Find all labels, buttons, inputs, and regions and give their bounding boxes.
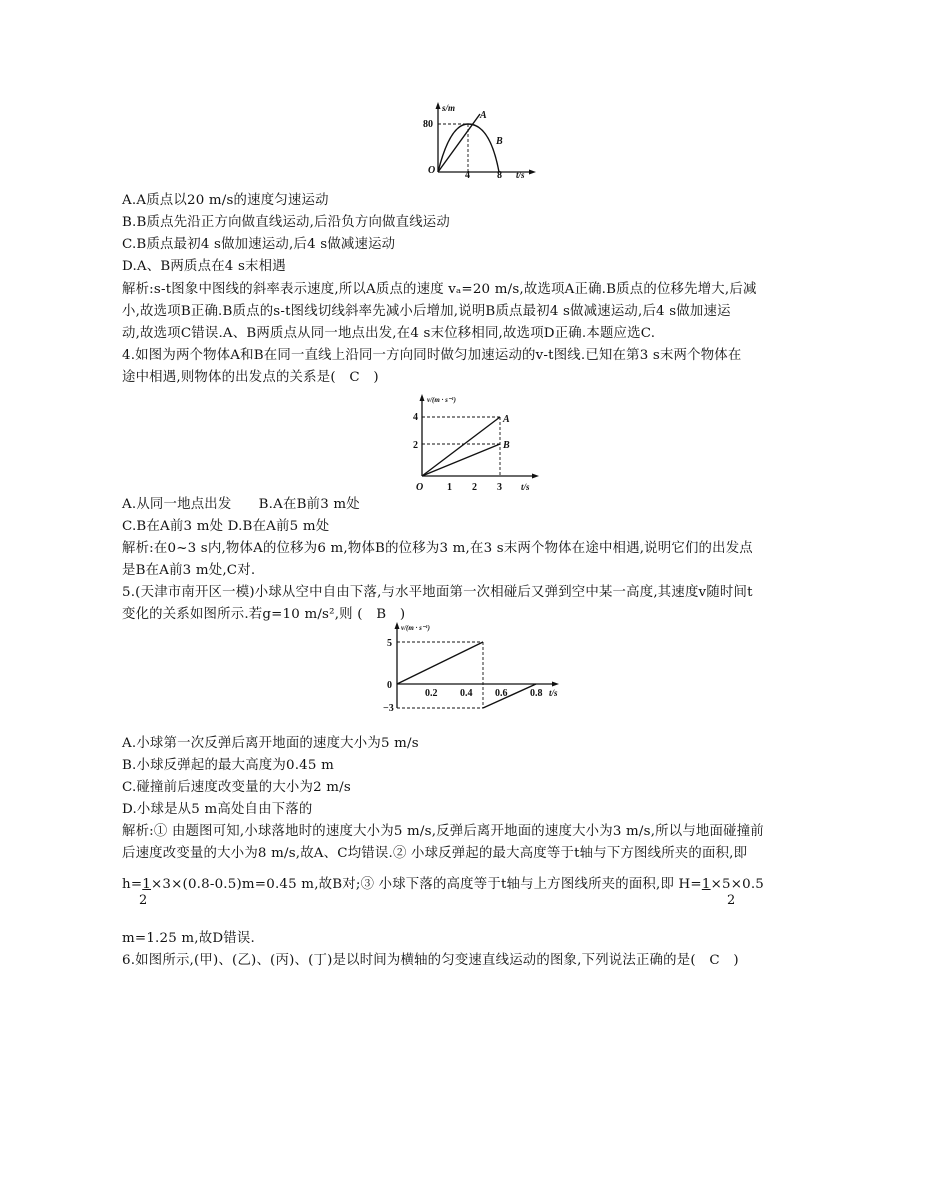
q5-stem-2: 变化的关系如图所示.若g=10 m/s²,则 ( B ) <box>122 607 406 622</box>
q5-stem-1: 5.(天津市南开区一模)小球从空中自由下落,与水平地面第一次相碰后又弹到空中某一高度,其速度v随时间t <box>122 585 753 600</box>
x-tick-2: 2 <box>472 482 477 493</box>
curve-b <box>438 124 499 172</box>
origin-label: O <box>428 165 436 176</box>
x-tick-0-6: 0.6 <box>495 688 508 699</box>
x-axis-label: t/s <box>521 482 530 492</box>
q4-stem-2: 途中相遇,则物体的出发点的关系是( C ) <box>122 370 379 385</box>
x-tick-4: 4 <box>465 170 470 181</box>
q3-analysis-3: 动,故选项C错误.A、B两质点从同一地点出发,在4 s末位移相同,故选项D正确.本题应选C. <box>122 326 656 341</box>
line-b <box>422 444 500 476</box>
y-tick-neg3: −3 <box>383 703 394 714</box>
q5-analysis-2: 后速度改变量的大小为8 m/s,故A、C均错误.② 小球反弹起的最大高度等于t轴与下方图线所夹的面积,即 <box>122 846 748 861</box>
y-tick-4: 4 <box>413 412 418 423</box>
fraction-numerator-1: 1 <box>142 877 151 892</box>
q4-analysis-2: 是B在A前3 m处,C对. <box>122 563 256 578</box>
fraction-denominator-1: 2 <box>139 893 148 908</box>
fall-line <box>397 642 483 684</box>
q4-option-cd: C.B在A前3 m处 D.B在A前5 m处 <box>122 519 330 534</box>
y-axis-arrow <box>436 102 441 109</box>
q5-option-a: A.小球第一次反弹后离开地面的速度大小为5 m/s <box>122 736 419 751</box>
x-tick-0-4: 0.4 <box>460 688 473 699</box>
formula-part-1: h= <box>122 877 143 892</box>
q3-option-a: A.A质点以20 m/s的速度匀速运动 <box>122 193 329 208</box>
q3-option-d: D.A、B两质点在4 s末相遇 <box>122 259 286 274</box>
formula-part-2: ×3×(0.8-0.5)m=0.45 m,故B对;③ 小球下落的高度等于t轴与上方图线所夹的面积,即 H= <box>150 877 702 892</box>
line-a <box>422 417 500 476</box>
x-axis-arrow <box>552 682 559 687</box>
x-axis-arrow <box>529 170 536 175</box>
q4-stem-1: 4.如图为两个物体A和B在同一直线上沿同一方向同时做匀加速运动的v-t图线.已知在第3 s末两个物体在 <box>122 348 742 363</box>
q5-formula-line <box>122 876 764 894</box>
bounce-vt-graph-figure <box>365 620 565 715</box>
origin-label: O <box>416 482 424 493</box>
formula-part-3: ×5×0.5 <box>710 877 765 892</box>
x-tick-0-2: 0.2 <box>425 688 438 699</box>
q4-option-ab: A.从同一地点出发 B.A在B前3 m处 <box>122 497 360 512</box>
origin-label: 0 <box>387 680 392 691</box>
q3-analysis-1: 解析:s-t图象中图线的斜率表示速度,所以A质点的速度 vₐ=20 m/s,故选项A正确.B质点的位移先增大,后减 <box>122 282 757 297</box>
fraction-numerator-2: 1 <box>701 877 711 892</box>
q3-analysis-2: 小,故选项B正确.B质点的s-t图线切线斜率先减小后增加,说明B质点最初4 s做减速运动,后4 s做加速运 <box>122 304 731 319</box>
q3-option-c: C.B质点最初4 s做加速运动,后4 s做减速运动 <box>122 237 396 252</box>
fraction-denominator-2: 2 <box>727 893 736 908</box>
q5-option-b: B.小球反弹起的最大高度为0.45 m <box>122 758 334 773</box>
rise-line <box>483 684 536 708</box>
y-axis-label: s/m <box>442 103 456 113</box>
st-graph-figure <box>420 100 540 180</box>
x-axis-label: t/s <box>549 688 558 698</box>
x-tick-3: 3 <box>497 482 502 493</box>
q4-analysis-1: 解析:在0~3 s内,物体A的位移为6 m,物体B的位移为3 m,在3 s末两个物体在途中相遇,说明它们的出发点 <box>122 541 753 556</box>
y-axis-label: v/(m · s⁻¹) <box>401 624 430 632</box>
q5-option-c: C.碰撞前后速度改变量的大小为2 m/s <box>122 780 351 795</box>
y-axis-arrow <box>395 622 400 629</box>
x-tick-8: 8 <box>497 170 502 181</box>
q6-stem: 6.如图所示,(甲)、(乙)、(丙)、(丁)是以时间为横轴的匀变速直线运动的图象,下列说法正确的是( C ) <box>122 953 739 968</box>
q3-option-b: B.B质点先沿正方向做直线运动,后沿负方向做直线运动 <box>122 215 450 230</box>
x-tick-0-8: 0.8 <box>530 688 543 699</box>
q5-option-d: D.小球是从5 m高处自由下落的 <box>122 802 313 817</box>
line-a <box>438 114 480 172</box>
x-tick-1: 1 <box>447 482 452 493</box>
label-b: B <box>496 136 503 147</box>
y-tick-5: 5 <box>387 638 392 649</box>
label-b: B <box>503 440 510 451</box>
label-a: A <box>503 414 510 425</box>
x-axis-arrow <box>532 474 539 479</box>
x-axis-label: t/s <box>516 170 525 180</box>
vt-graph-figure <box>405 392 545 492</box>
label-a: A <box>480 110 487 121</box>
y-axis-label: v/(m · s⁻¹) <box>427 396 456 404</box>
q5-analysis-end: m=1.25 m,故D错误. <box>122 931 255 946</box>
y-tick-80: 80 <box>423 119 433 130</box>
y-tick-2: 2 <box>413 440 418 451</box>
y-axis-arrow <box>420 394 425 401</box>
q5-analysis-1: 解析:① 由题图可知,小球落地时的速度大小为5 m/s,反弹后离开地面的速度大小为3 m/s,所以与地面碰撞前 <box>122 824 764 839</box>
